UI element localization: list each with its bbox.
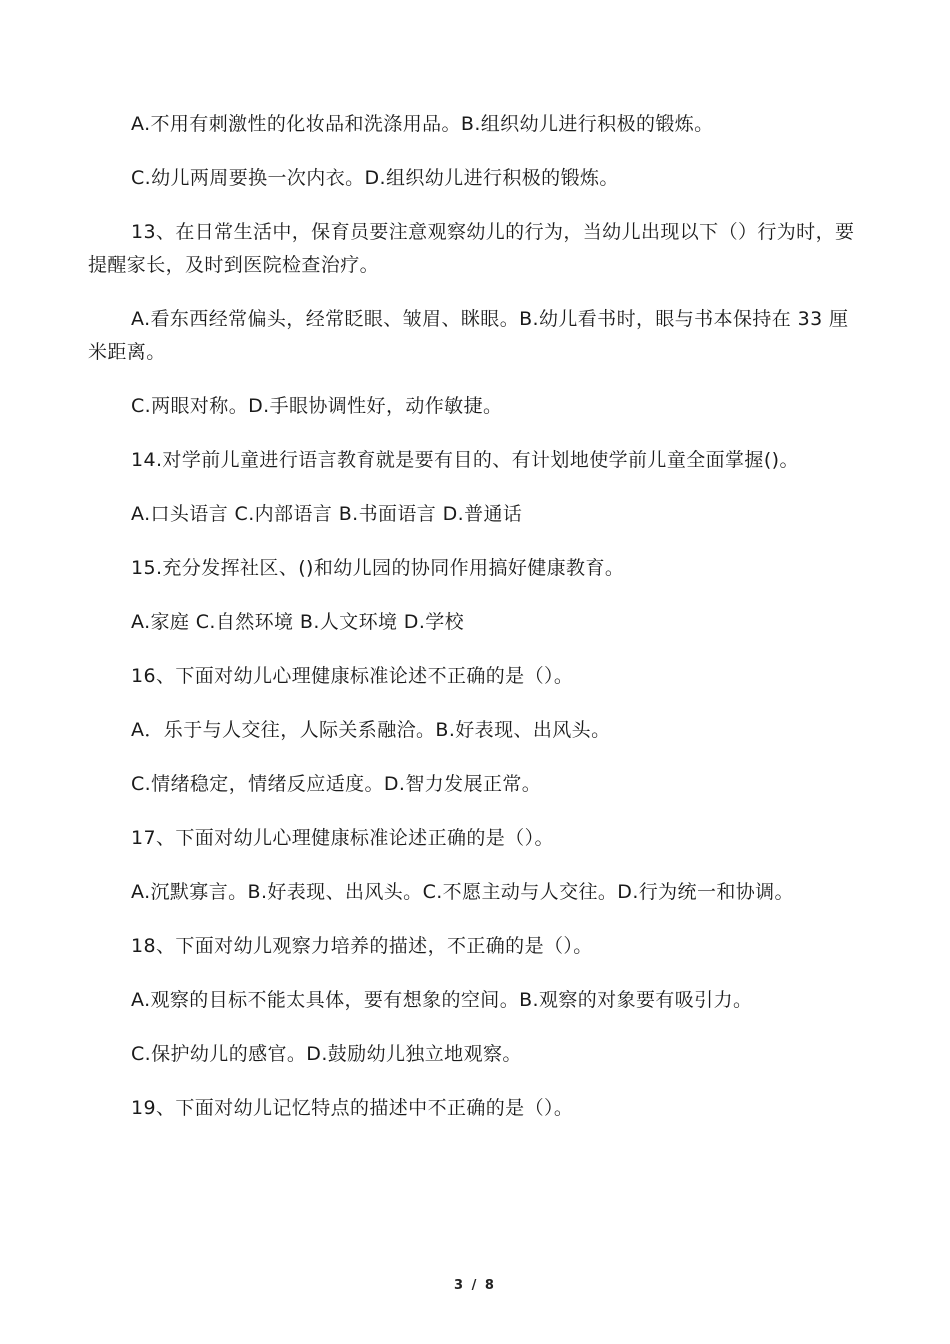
paragraph-options-q15: A.家庭 C.自然环境 B.人文环境 D.学校 xyxy=(131,611,465,633)
paragraph-question-17: 17、下面对幼儿心理健康标准论述正确的是（）。 xyxy=(131,827,554,849)
paragraph-option-a-b-q12: A.不用有刺激性的化妆品和洗涤用品。B.组织幼儿进行积极的锻炼。 xyxy=(131,113,714,135)
paragraph-question-15: 15.充分发挥社区、()和幼儿园的协同作用搞好健康教育。 xyxy=(131,557,625,579)
document-body xyxy=(88,108,863,1146)
paragraph-question-13: 13、在日常生活中，保育员要注意观察幼儿的行为，当幼儿出现以下（）行为时，要提醒家长，及时到医院检查治疗。 xyxy=(88,221,855,276)
paragraph-option-c-d-q12: C.幼儿两周要换一次内衣。D.组织幼儿进行积极的锻炼。 xyxy=(131,167,619,189)
paragraph-option-a-b-q16: A．乐于与人交往，人际关系融洽。B.好表现、出风头。 xyxy=(131,719,611,741)
paragraph-question-14: 14.对学前儿童进行语言教育就是要有目的、有计划地使学前儿童全面掌握()。 xyxy=(131,449,799,471)
paragraph-question-19: 19、下面对幼儿记忆特点的描述中不正确的是（）。 xyxy=(131,1097,574,1119)
paragraph-question-16: 16、下面对幼儿心理健康标准论述不正确的是（）。 xyxy=(131,665,574,687)
paragraph-options-q17: A.沉默寡言。B.好表现、出风头。C.不愿主动与人交往。D.行为统一和协调。 xyxy=(131,881,794,903)
paragraph-option-c-d-q18: C.保护幼儿的感官。D.鼓励幼儿独立地观察。 xyxy=(131,1043,522,1065)
paragraph-option-a-b-q13: A.看东西经常偏头，经常眨眼、皱眉、眯眼。B.幼儿看书时，眼与书本保持在 33 厘米距离。 xyxy=(88,308,849,363)
paragraph-question-18: 18、下面对幼儿观察力培养的描述，不正确的是（）。 xyxy=(131,935,593,957)
paragraph-option-c-d-q13: C.两眼对称。D.手眼协调性好，动作敏捷。 xyxy=(131,395,503,417)
page-number: 3 / 8 xyxy=(454,1278,496,1293)
paragraph-option-a-b-q18: A.观察的目标不能太具体，要有想象的空间。B.观察的对象要有吸引力。 xyxy=(131,989,753,1011)
paragraph-options-q14: A.口头语言 C.内部语言 B.书面语言 D.普通话 xyxy=(131,503,523,525)
paragraph-option-c-d-q16: C.情绪稳定，情绪反应适度。D.智力发展正常。 xyxy=(131,773,542,795)
